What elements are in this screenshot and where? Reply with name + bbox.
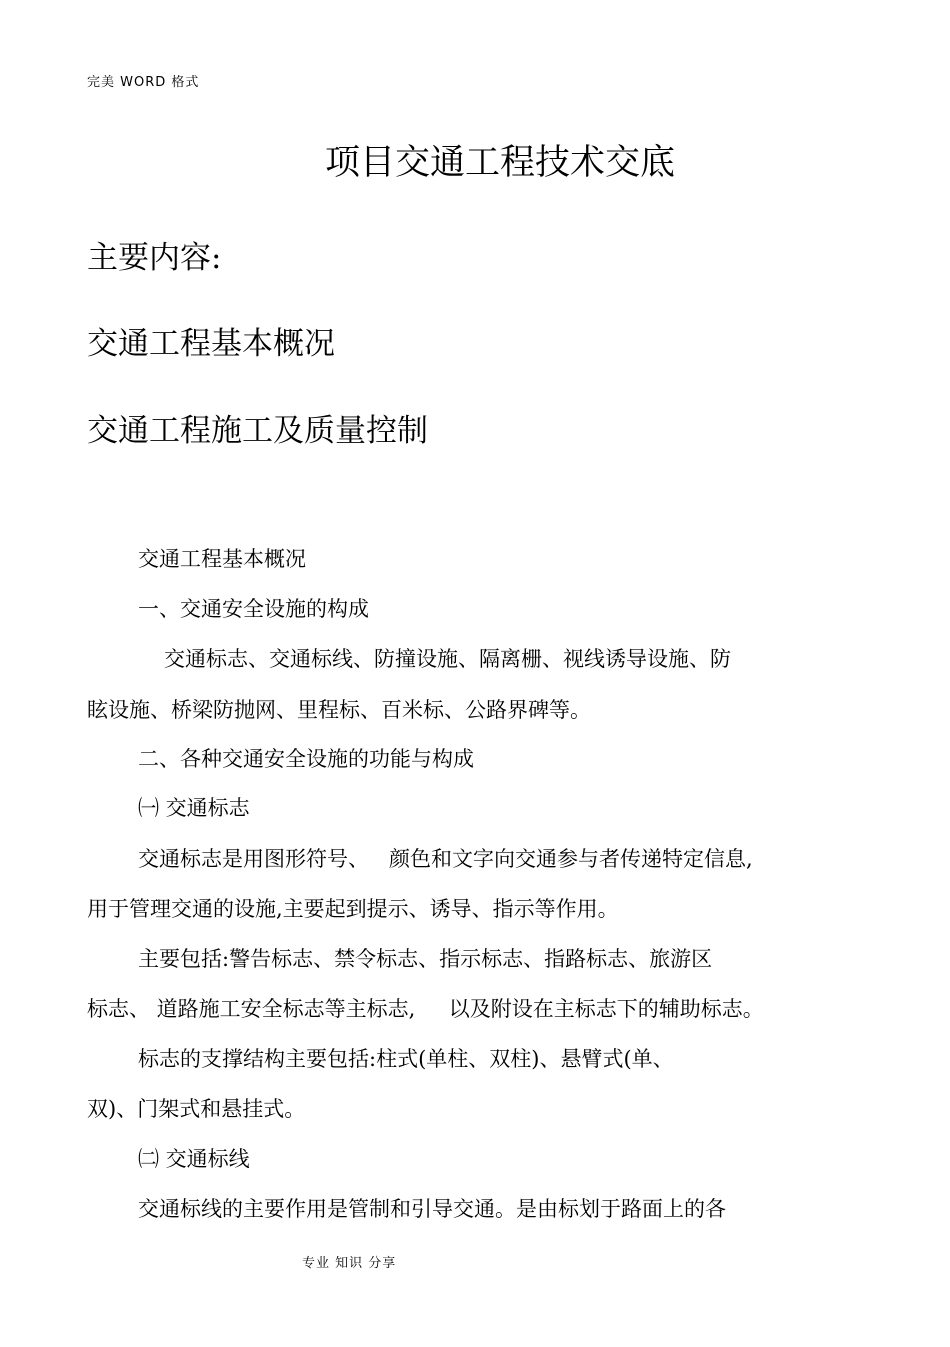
paragraph-line: 交通标志是用图形符号、 颜色和文字向交通参与者传递特定信息, — [138, 847, 753, 871]
page-header: 完美 WORD 格式 — [87, 75, 200, 90]
paragraph-line: 交通标线的主要作用是管制和引导交通。是由标划于路面上的各 — [138, 1197, 726, 1221]
subheading: 二、各种交通安全设施的功能与构成 — [138, 747, 474, 771]
subheading: ㈠ 交通标志 — [138, 796, 250, 820]
subheading: ㈡ 交通标线 — [138, 1147, 250, 1171]
paragraph-line: 用于管理交通的设施,主要起到提示、诱导、指示等作用。 — [87, 897, 619, 921]
paragraph-line: 眩设施、桥梁防抛网、里程标、百米标、公路界碑等。 — [87, 698, 591, 722]
section-heading: 交通工程基本概况 — [138, 547, 306, 571]
paragraph-line: 标志的支撑结构主要包括:柱式(单柱、双柱)、悬臂式(单、 — [138, 1047, 674, 1071]
paragraph-line: 标志、 道路施工安全标志等主标志, 以及附设在主标志下的辅助标志。 — [87, 997, 764, 1021]
toc-heading: 主要内容: — [87, 240, 222, 276]
toc-item: 交通工程基本概况 — [87, 326, 335, 362]
paragraph-line: 主要包括:警告标志、禁令标志、指示标志、指路标志、旅游区 — [138, 947, 713, 971]
subheading: 一、交通安全设施的构成 — [138, 597, 369, 621]
paragraph-line: 双)、门架式和悬挂式。 — [87, 1097, 306, 1121]
document-title: 项目交通工程技术交底 — [324, 143, 675, 183]
paragraph-line: 交通标志、交通标线、防撞设施、隔离栅、视线诱导设施、防 — [164, 647, 731, 671]
page-footer: 专业 知识 分享 — [302, 1256, 397, 1271]
toc-item: 交通工程施工及质量控制 — [87, 413, 428, 449]
